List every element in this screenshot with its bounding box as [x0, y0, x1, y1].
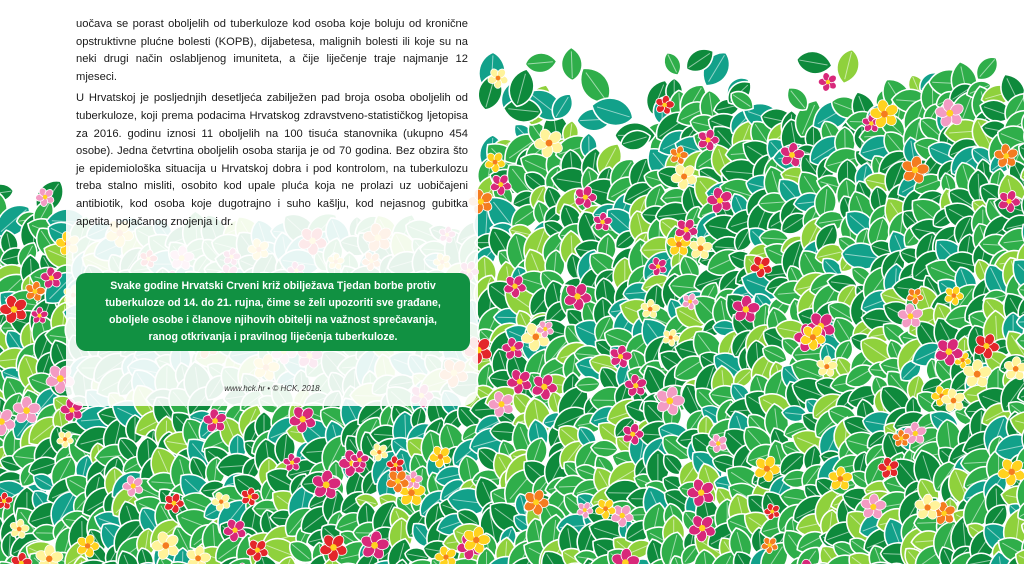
article-text: [76, 16, 468, 235]
leaf: [833, 47, 863, 86]
leaf: [561, 47, 583, 81]
leaf: [524, 52, 557, 74]
callout-box: [76, 273, 470, 351]
callout-text: Svake godine Hrvatski Crveni križ obilježava Tjedan borbe protiv tuberkuloze od 14. do 21. rujna, čime se želi upozoriti sve građane, oboljele osobe i članove njihovih obitelji na važnost sprečavanja, ranog otkrivanja i pravilnog liječenja tuberkuloze.: [105, 280, 441, 343]
leaf: [795, 49, 834, 77]
leaf: [660, 49, 685, 78]
footer-credit: www.hck.hr • © HCK, 2018.: [224, 384, 322, 393]
paragraph-2: U Hrvatskoj je posljednjih desetljeća zabilježen pad broja osoba oboljelih od tuberkuloze, koji prema podacima Hrvatskog zdravstveno-statističkog ljetopisa za 2016. godinu iznosi 11 oboljelih na 100 tisuća stanovnika (ukupno 454 osobe). Jedna četvrtina oboljelih osoba starija je od 70 godina. Bez obzira što je epidemiološka situacija u Hrvatskoj dobra i pod kontrolom, na tuberkulozu treba stalno misliti, osobito kod upale pluća koja ne prolazi uz uobičajeni antibiotik, kod osoba koje dugotrajno i suho kašlju, kod nejasnog gubitka apetita, pojačanog znojenja i dr.: [76, 92, 468, 228]
paragraph-1: uočava se porast oboljelih od tuberkuloze kod osoba koje boluju od kronične opstruktivne plućne bolesti (KOPB), dijabetesa, malignih bolesti ili koje su na neki drugi način oslabljenog imuniteta, a čije liječenje traje najmanje 12 mjeseci.: [76, 18, 468, 83]
